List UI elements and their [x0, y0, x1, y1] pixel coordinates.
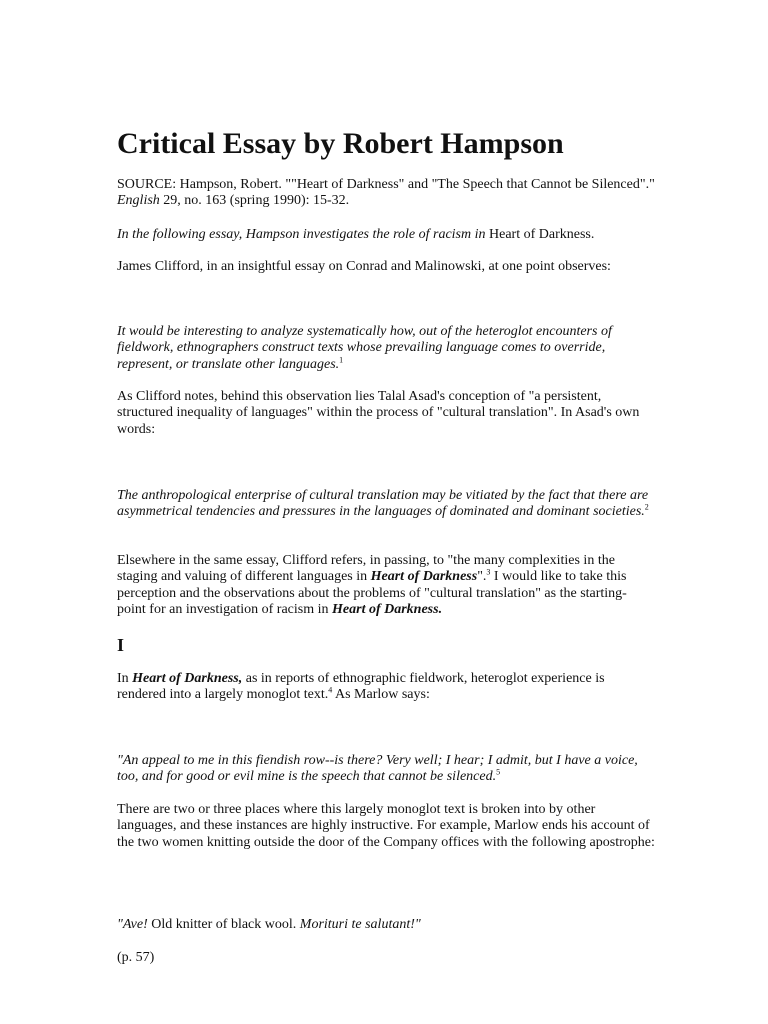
footnote-ref-4: 4	[328, 685, 333, 695]
para-3-title-2: Heart of Darkness.	[332, 602, 443, 618]
block-quote-4	[117, 917, 655, 933]
footnote-ref-2: 2	[644, 502, 649, 512]
para-4-text-b: as in reports of ethnographic fieldwork, heteroglot experience is rendered into a largely monoglot text.	[117, 671, 605, 703]
page-citation: (p. 57)	[117, 950, 155, 965]
quote-4-latin: Morituri te salutant!"	[299, 917, 421, 932]
para-4-text-a: In	[117, 671, 133, 686]
block-quote-2	[117, 488, 655, 521]
footnote-ref-5: 5	[496, 767, 501, 777]
intro-italic: In the following essay, Hampson investigates the role of racism in	[117, 227, 486, 242]
para-3-title-1: Heart of Darkness	[370, 569, 478, 585]
source-journal: English	[117, 193, 160, 209]
para-4-text-c: As Marlow says:	[332, 687, 430, 703]
source-prefix: SOURCE: Hampson, Robert. ""Heart of Darkness" and "The Speech that Cannot be Silenced"."	[117, 177, 655, 192]
paragraph-5: There are two or three places where this largely monoglot text is broken into by other languages, and these instances are highly instructive. For example, Marlow ends his account of the two women knitting outside the door of the Company offices with the following apostrophe:	[117, 802, 655, 850]
section-heading: I	[117, 635, 125, 655]
paragraph-1: James Clifford, in an insightful essay on Conrad and Malinowski, at one point observes:	[117, 259, 611, 274]
quote-4-plain: Old knitter of black wool.	[151, 917, 300, 932]
para-3-text-c: I would like to take this perception and the observations about the problems of "cultural translation" as the starting-point for an investigation of racism in	[117, 569, 627, 618]
quote-2-text: The anthropological enterprise of cultural translation may be vitiated by the fact that there are asymmetrical tendencies and pressures in the languages of dominated and dominant societies.	[117, 488, 649, 520]
para-3-text-b: ".	[477, 569, 487, 585]
quote-1-text: It would be interesting to analyze systematically how, out of the heteroglot encounters of fieldwork, ethnographers construct texts whose prevailing language comes to override, represent, or translate other languages.	[117, 324, 612, 372]
para-4-title: Heart of Darkness,	[132, 671, 243, 686]
paragraph-2: As Clifford notes, behind this observation lies Talal Asad's conception of "a persistent, structured inequality of languages" within the process of "cultural translation". In Asad's own words:	[117, 389, 640, 437]
para-3-text-a: Elsewhere in the same essay, Clifford refers, in passing, to "the many complexities in the staging and valuing of different languages in	[117, 553, 615, 585]
quote-3-text: "An appeal to me in this fiendish row--is there? Very well; I hear; I admit, but I have a voice, too, and for good or evil mine is the speech that cannot be silenced.	[117, 753, 638, 785]
page-title: Critical Essay by Robert Hampson	[117, 127, 564, 160]
footnote-ref-1: 1	[339, 355, 344, 365]
source-suffix: 29, no. 163 (spring 1990): 15-32.	[159, 193, 350, 209]
footnote-ref-3: 3	[486, 567, 491, 577]
quote-4-ave: "Ave!	[117, 917, 152, 932]
block-quote-3	[117, 753, 655, 786]
block-quote-1	[117, 324, 655, 373]
paragraph-4	[117, 671, 655, 704]
source-line	[117, 177, 655, 210]
intro-title: Heart of Darkness.	[485, 227, 595, 242]
paragraph-3	[117, 553, 655, 619]
intro-line	[117, 227, 655, 243]
